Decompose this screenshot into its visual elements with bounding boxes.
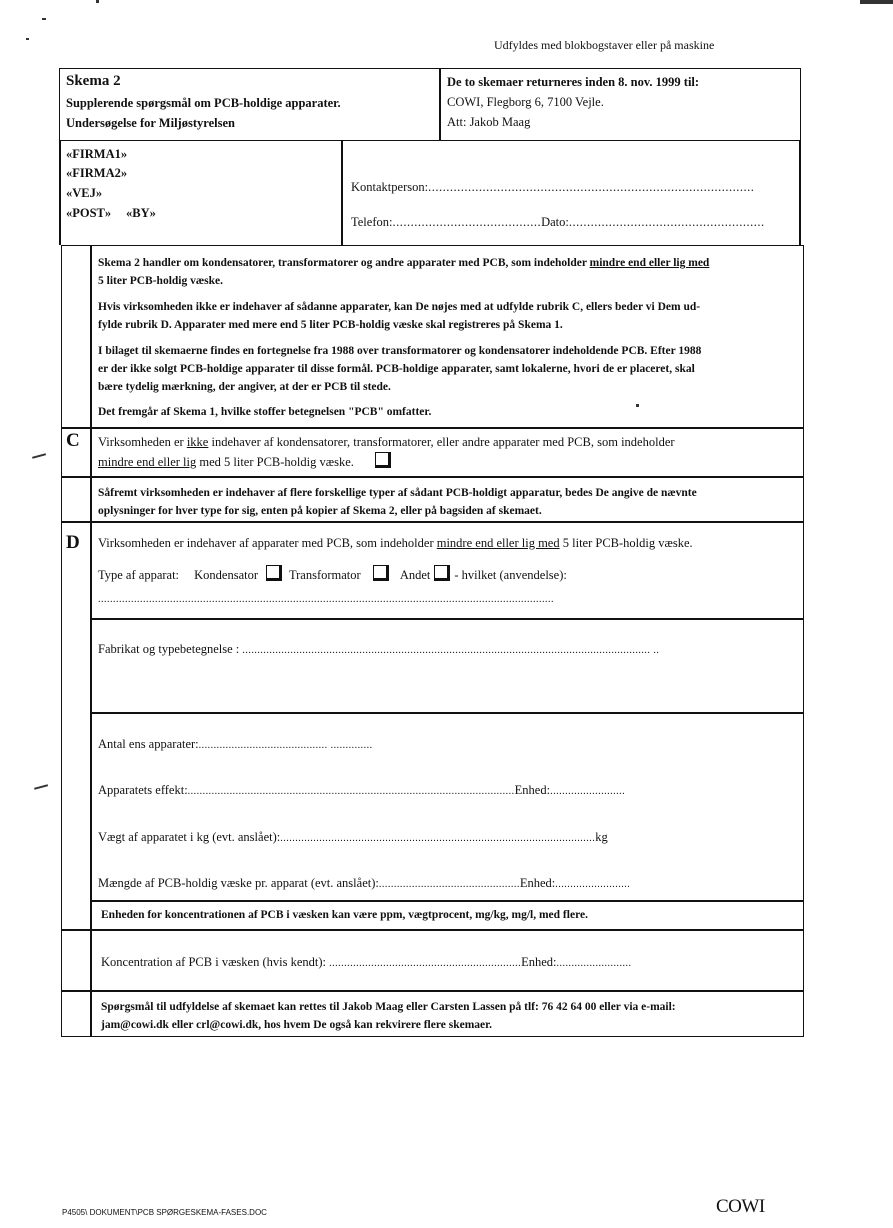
form-subtitle-1: Supplerende spørgsmål om PCB-holdige apparater. (66, 96, 341, 110)
intro-p3-line3: bære tydelig mærkning, der angiver, at der er PCB til stede. (98, 381, 391, 393)
option-andet-label: Andet (399, 568, 431, 582)
contact-person-field[interactable] (351, 180, 754, 195)
return-address: COWI, Flegborg 6, 7100 Vejle. (447, 95, 604, 109)
contact-note-line1: Spørgsmål til udfyldelse af skemaet kan rettes til Jakob Maag eller Carsten Lassen på tlf: 76 42 64 00 eller via e-mail: (101, 1001, 676, 1013)
option-kondensator-label: Kondensator (194, 568, 259, 582)
intro-paragraph-2 (98, 298, 798, 334)
form-title: Skema 2 (66, 73, 121, 89)
vaegt-dots: ......................................................................................................... (280, 833, 596, 844)
section-d-letter: D (66, 532, 80, 553)
intro-p1-end: 5 liter PCB-holdig væske. (98, 275, 224, 287)
maengde-enhed-label: Enhed: (519, 876, 556, 890)
multiple-types-note (98, 484, 798, 520)
telephone-field[interactable] (351, 215, 765, 230)
apparatus-type-answer-line[interactable]: ........................................................................................................................................................ (98, 594, 554, 605)
rule-after-note (61, 521, 804, 523)
rule-before-unit-note (90, 900, 804, 902)
return-attention: Att: Jakob Maag (447, 115, 531, 129)
rule-after-intro (61, 427, 804, 429)
antal-field[interactable] (98, 737, 373, 752)
section-c-text (98, 432, 798, 472)
option-transformator-label: Transformator (288, 568, 361, 582)
rule-after-unit-note (61, 929, 804, 931)
intro-p1-text: Skema 2 handler om kondensatorer, transformatorer og andre apparater med PCB, som indeholder (98, 257, 590, 269)
rule-after-fabrikat (90, 712, 804, 714)
telephone-label: Telefon: (351, 215, 393, 229)
fabrikat-field[interactable] (98, 642, 659, 657)
intro-paragraph-1 (98, 254, 798, 290)
section-c-line1-end: indehaver af kondensatorer, transformatorer, eller andre apparater med PCB, som indeholder (208, 435, 675, 449)
date-dots: ...................................................... (568, 215, 765, 229)
maengde-dots: ............................................... (378, 879, 520, 890)
intro-p1-underlined: mindre end eller lig med (589, 257, 710, 269)
footer-file-path: P4505\ DOKUMENT\PCB SPØRGESKEMA-FASES.DOC (62, 1208, 267, 1217)
scan-corner-mark (860, 0, 893, 4)
intro-p3-line1: I bilaget til skemaerne findes en fortegnelse fra 1988 over transformatorer og kondensatorer indeholdende PCB. Efter 1988 (98, 345, 702, 357)
intro-paragraph-4: Det fremgår af Skema 1, hvilke stoffer betegnelsen "PCB" omfatter. (98, 406, 432, 418)
unit-note: Enheden for koncentrationen af PCB i væsken kan være ppm, vægtprocent, mg/kg, mg/l, med flere. (101, 909, 588, 921)
effekt-enhed-dots: ......................... (550, 786, 626, 797)
letter-column-divider (90, 245, 92, 1037)
section-d-intro-end: 5 liter PCB-holdig væske. (559, 536, 693, 550)
section-d-intro-start: Virksomheden er indehaver af apparater med PCB, som indeholder (98, 536, 437, 550)
hvilket-label: - hvilket (anvendelse): (454, 568, 567, 582)
top-note: Udfyldes med blokbogstaver eller på maskine (494, 38, 715, 52)
apparatus-type-row (98, 565, 567, 583)
vaegt-field[interactable] (98, 830, 608, 845)
scan-speck (96, 0, 99, 3)
antal-label: Antal ens apparater: (98, 737, 199, 751)
maengde-label: Mængde af PCB-holdig væske pr. apparat (evt. anslået): (98, 876, 379, 890)
fabrikat-dots: ........................................................................................................................................ .. (242, 645, 660, 656)
transformator-checkbox[interactable] (373, 565, 389, 581)
fabrikat-label: Fabrikat og typebetegnelse : (98, 642, 243, 656)
rule-after-d-type (90, 618, 804, 620)
scan-mark (34, 784, 48, 789)
contact-note (101, 998, 801, 1034)
koncentration-dots: ................................................................ (329, 958, 522, 969)
maengde-enhed-dots: ......................... (555, 879, 631, 890)
section-c-line1-start: Virksomheden er (98, 435, 187, 449)
koncentration-enhed-label: Enhed: (521, 955, 557, 969)
contact-person-dots: .......................................................................................... (428, 180, 755, 194)
andet-checkbox[interactable] (434, 565, 450, 581)
section-c-line2-underlined: mindre end eller lig (98, 455, 197, 469)
scan-mark (32, 453, 46, 458)
apparatus-type-label: Type af apparat: (98, 568, 180, 582)
section-d-intro-underlined: mindre end eller lig med (436, 536, 560, 550)
effekt-dots: ............................................................................................................. (187, 786, 515, 797)
header-divider (439, 68, 441, 141)
effekt-enhed-label: Enhed: (514, 783, 551, 797)
address-by: «BY» (126, 206, 156, 220)
multiple-types-line1: Såfremt virksomheden er indehaver af flere forskellige typer af sådant PCB-holdigt apparatur, bedes De angive de nævnte (98, 487, 697, 499)
antal-dots: ........................................... .............. (198, 740, 373, 751)
rule-after-c (61, 476, 804, 478)
section-c-line2-end: med 5 liter PCB-holdig væske. (196, 455, 354, 469)
contact-person-label: Kontaktperson: (351, 180, 429, 194)
address-firma2: «FIRMA2» (66, 166, 128, 180)
vaegt-unit-kg: kg (595, 830, 608, 844)
section-d-intro (98, 536, 693, 551)
intro-p2-line1: Hvis virksomheden ikke er indehaver af sådanne apparater, kan De nøjes med at udfylde rubrik C, ellers beder vi Dem ud- (98, 301, 701, 313)
maengde-field[interactable] (98, 876, 630, 891)
address-vej: «VEJ» (66, 186, 103, 200)
cowi-logo: COWI (716, 1196, 765, 1217)
multiple-types-line2: oplysninger for hver type for sig, enten på kopier af Skema 2, eller på bagsiden af skemaet. (98, 505, 542, 517)
section-c-ikke: ikke (186, 435, 209, 449)
address-post: «POST» (66, 206, 112, 220)
intro-paragraph-3 (98, 342, 798, 396)
kondensator-checkbox[interactable] (266, 565, 282, 581)
koncentration-enhed-dots: ......................... (556, 958, 632, 969)
effekt-field[interactable] (98, 783, 625, 798)
scan-speck (26, 38, 29, 40)
contact-note-line2: jam@cowi.dk eller crl@cowi.dk, hos hvem De også kan rekvirere flere skemaer. (101, 1019, 493, 1031)
koncentration-label: Koncentration af PCB i væsken (hvis kendt): (101, 955, 330, 969)
section-c-letter: C (66, 430, 80, 451)
date-label: Dato: (541, 215, 569, 229)
return-deadline: De to skemaer returneres inden 8. nov. 1999 til: (447, 75, 700, 89)
address-divider (341, 141, 343, 245)
address-firma1: «FIRMA1» (66, 147, 128, 161)
address-left-border (59, 141, 61, 245)
effekt-label: Apparatets effekt: (98, 783, 188, 797)
address-right-border (799, 141, 801, 245)
scan-speck (42, 18, 46, 20)
section-c-checkbox[interactable] (375, 452, 391, 468)
intro-p2-line2: fylde rubrik D. Apparater med mere end 5 liter PCB-holdig væske skal registreres på Skema 1. (98, 319, 563, 331)
vaegt-label: Vægt af apparatet i kg (evt. anslået): (98, 830, 281, 844)
telephone-dots: ......................................... (392, 215, 542, 229)
intro-p3-line2: er der ikke solgt PCB-holdige apparater til disse formål. PCB-holdige apparater, samt lokalerne, hvori de er placeret, skal (98, 363, 695, 375)
form-subtitle-2: Undersøgelse for Miljøstyrelsen (66, 116, 235, 130)
rule-before-contact (61, 990, 804, 992)
koncentration-field[interactable] (101, 955, 632, 970)
